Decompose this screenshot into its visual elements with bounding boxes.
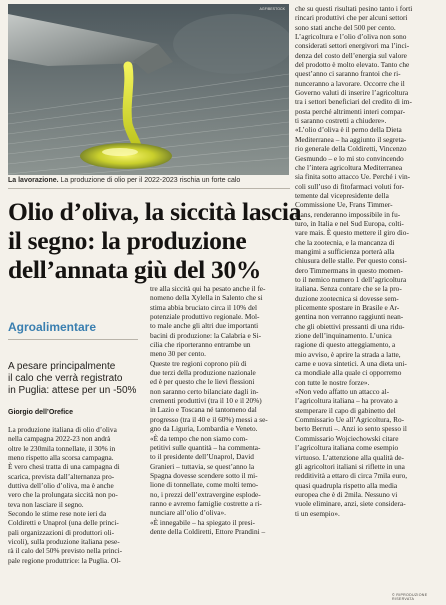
article-line: plicemente spostare in Brasile e Ar- xyxy=(295,303,400,312)
article-line: redditività a ettaro di circa 7mila euro, xyxy=(295,471,408,481)
photo-illustration xyxy=(8,4,289,175)
section-label: Agroalimentare xyxy=(8,320,97,334)
article-line: stima abbia bruciato circa il 10% del xyxy=(150,302,257,312)
article-line: La produzione italiana di olio d’oliva xyxy=(8,425,117,434)
article-line: europea che è di 2mila. Nessuno vi xyxy=(295,489,398,499)
article-line: cilia che riporteranno entrambe un xyxy=(150,340,251,350)
article-line: in Lazio e Toscana né tantomeno dal xyxy=(150,405,257,415)
summary xyxy=(8,361,143,397)
article-line: Commissario Wojciechowski citare xyxy=(295,433,399,443)
article-column-1 xyxy=(8,425,148,565)
article-line: vicoli), sulla produzione italiana pese- xyxy=(8,537,120,547)
divider xyxy=(8,339,138,340)
article-line: pali organizzazioni di produttori oli- xyxy=(8,527,115,537)
copyright-notice: © RIPRODUZIONE RISERVATA xyxy=(392,593,428,601)
article-line: virtuoso. L’attenzione alla qualità de- xyxy=(295,452,404,462)
article-line: mangimi a sufficienza porterà alla xyxy=(295,246,395,256)
article-line: Gesmundo – e lo mi sto convincendo xyxy=(295,153,404,163)
article-line: Commissario Ue all’Agricoltura, Ro- xyxy=(295,415,405,425)
article-line: l’agricoltura italiana – ha provato a xyxy=(295,396,398,406)
article-line: meno 30 per cento. xyxy=(150,349,206,359)
article-line: chiusura delle stalle. Per questo consi- xyxy=(295,256,407,266)
article-line: dente della Coldiretti, Ettore Prandini – xyxy=(150,526,266,536)
article-line: ca mondiale alla quale ci opporremo xyxy=(295,368,402,378)
summary-line: A pesare principalmente xyxy=(8,361,116,372)
news-photo-olive-oil-pressing xyxy=(8,4,289,175)
article-line: quasi quadrupla rispetto alla media xyxy=(295,480,398,490)
article-line: italiana. Senza contare che se la pro- xyxy=(295,284,402,294)
article-line: no, i prezzi dell’extravergine esplode- xyxy=(150,489,261,499)
article-line: «È innegabile – ha spiegato il presi- xyxy=(150,517,255,527)
article-line: vuole eliminare, anzi, siete considera- xyxy=(295,499,406,509)
summary-line: in Puglia: attese per un -50% xyxy=(8,385,137,396)
headline-line: dell’annata giù del 30% xyxy=(8,255,262,284)
article-line: con tutte le nostre forze». xyxy=(295,377,370,387)
article-line: denza del costo dell’energia sul valore xyxy=(295,50,407,60)
article-line: bacini di produzione: la Calabria e Si- xyxy=(150,330,262,340)
article-line: nella campagna 2022-23 non andrà xyxy=(8,434,111,444)
article-line: che la zootecnia, e la mancanza di xyxy=(295,237,395,247)
article-column-3 xyxy=(295,4,440,518)
article-line: nomeno della Xylella in Salento che si xyxy=(150,293,263,303)
article-line: due terzi della produzione nazionale xyxy=(150,368,256,378)
article-line: ti un esempio». xyxy=(295,508,340,518)
article-line: temente dal vicepresidente della xyxy=(295,190,389,200)
article-line: coli sull’uso di fitofarmaci voluti for- xyxy=(295,181,405,191)
caption-label: La lavorazione. xyxy=(8,177,59,184)
article-line: scarica, prevista dall’alternanza pro- xyxy=(8,471,115,481)
article-line: L’agricoltura e l’olio d’oliva non sono xyxy=(295,32,407,42)
article-line: considerati settori energivori ma l’inci- xyxy=(295,41,410,51)
article-line: non saranno certo bilanciate dagli in- xyxy=(150,386,259,396)
article-line: ragione di questo atteggiamento, a xyxy=(295,340,396,350)
article-line: tra i settori beneficiari del credito di im- xyxy=(295,97,412,107)
article-line: to il nemico numero 1 dell’agricoltura xyxy=(295,274,407,284)
headline xyxy=(8,197,302,284)
article-line: È vero chesi tratta di una campagna di xyxy=(8,462,120,472)
article-line: crementi produttivi (tra il 10 e il 20%) xyxy=(150,396,262,406)
article-line: potenziale produttivo regionale. Mol- xyxy=(150,312,260,322)
article-line: Spagna dovesse scendere sotto il mi- xyxy=(150,470,258,480)
article-line: carne e uova sintetici. A una dieta uni- xyxy=(295,359,407,369)
article-line: oltre le 230mila tonnellate, il 30% in xyxy=(8,443,116,453)
article-line: Granieri – tuttavia, se quest’anno la xyxy=(150,461,255,471)
article-line: vare mais. È questo mettere il giro dio- xyxy=(295,228,409,238)
photo-caption xyxy=(8,176,293,185)
article-line: vero che la prolungata siccità non po- xyxy=(8,490,118,500)
article-line: «Non vedo affatto un attacco al- xyxy=(295,387,390,397)
article-line: teva non lasciare il segno. xyxy=(8,499,84,509)
article-line: zione dell’inquinamento. L’unica xyxy=(295,331,392,341)
article-line: gentina non verranno raggiunti nean- xyxy=(295,312,404,322)
summary-line: il calo che verrà registrato xyxy=(8,373,123,384)
article-column-2 xyxy=(150,284,290,536)
article-line: rio generale della Coldiretti, Vincenzo xyxy=(295,144,407,154)
headline-line: il segno: la produzione xyxy=(8,226,247,255)
article-line: to il presidente dell’Unaprol, David xyxy=(150,452,254,462)
article-line: «È da tempo che non siamo com- xyxy=(150,433,248,443)
article-line: meno rispetto alla scorsa campagna. xyxy=(8,453,114,463)
article-line: duttiva dell’olio d’oliva, ma è anche xyxy=(8,481,114,491)
article-line: rincari produttivi che per alcuni settori xyxy=(295,13,408,23)
article-line: Commissione Ue, Frans Timmer- xyxy=(295,200,393,210)
article-line: duzione zootecnica si dovesse sem- xyxy=(295,293,399,303)
article-line: pale regione produttrice: la Puglia. Ol- xyxy=(8,555,121,565)
article-line: sono stati anche del 500 per cento. xyxy=(295,22,396,32)
article-line: tre alla siccità qui ha pesato anche il fe- xyxy=(150,284,266,293)
article-line: «L’olio d’oliva è il perno della Dieta xyxy=(295,125,402,135)
article-line: l’agricoltura italiana come esempio xyxy=(295,443,399,453)
divider xyxy=(8,188,290,189)
article-line: Coldiretti e Unaprol (una delle princi- xyxy=(8,518,119,528)
article-line: ranno e avremo famiglie costrette a ri- xyxy=(150,498,262,508)
article-line: turo, in Italia e nel Sud Europa, colti- xyxy=(295,218,404,228)
article-line: quest’anno ci saranno frantoi che ri- xyxy=(295,69,401,79)
article-line: stemperare il capo di gabinetto del xyxy=(295,405,396,415)
byline: Giorgio dell’Orefice xyxy=(8,409,73,416)
article-line: nunceranno a lavorare. Occorre che il xyxy=(295,78,405,88)
article-line: Mediterranea – ha aggiunto il segreta- xyxy=(295,134,407,144)
headline-line: Olio d’oliva, la siccità lascia xyxy=(8,197,302,226)
article-line: progresso (tra il 40 e il 60%) messi a se- xyxy=(150,414,268,424)
article-line: to male anche gli altri due importanti xyxy=(150,321,259,331)
article-line: ti saranno costretti a chiudere». xyxy=(295,116,387,126)
article-line: che su questi risultati pesino tanto i forti xyxy=(295,4,413,13)
article-line: lione di tonnellate, come molti temo- xyxy=(150,480,259,490)
article-line: Governo valuti di inserire l’agricoltura xyxy=(295,88,409,98)
article-line: che l’intera agricoltura Mediterranea xyxy=(295,162,403,172)
article-line: petitivi sulle quantità – ha commenta- xyxy=(150,442,261,452)
article-line: del prodotto è molto elevato. Tanto che xyxy=(295,60,410,70)
article-line: gno da Liguria, Lombardia e Veneto. xyxy=(150,424,258,434)
article-line: nunciare all’olio d’oliva». xyxy=(150,508,226,518)
article-line: sia finita sotto attacco Ue. Perché i vin- xyxy=(295,172,411,182)
article-line: berto Berruti –. Anzi io sento spesso il xyxy=(295,424,407,434)
article-line: posta perché altrimenti interi compar- xyxy=(295,106,406,116)
article-line: ed è per questo che le lievi flessioni xyxy=(150,377,255,387)
article-line: mans, renderanno impossibile in fu- xyxy=(295,209,401,219)
article-line: Secondo le stime rese note ieri da xyxy=(8,509,107,519)
article-line: Queste tre regioni coprono più di xyxy=(150,358,247,368)
article-line: che gli obiettivi pressanti di una ridu- xyxy=(295,321,405,331)
article-line: mio avviso, è aprire la strada a latte, xyxy=(295,349,401,359)
article-line: gli agricoltori italiani si riflette in una xyxy=(295,461,405,471)
article-line: dero Timmermans in questo momen- xyxy=(295,265,403,275)
caption-text: La produzione di olio per il 2022-2023 rischia un forte calo xyxy=(60,177,241,184)
photo-credit: AGF/BESTOCK xyxy=(259,7,285,11)
article-line: rà il calo del 50% previsto nella princi- xyxy=(8,546,123,556)
